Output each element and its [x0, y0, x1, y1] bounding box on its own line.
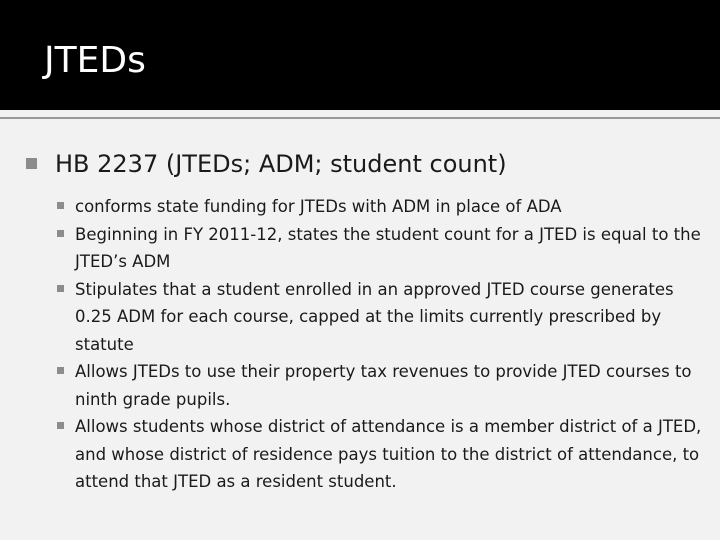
square-bullet-icon [57, 285, 64, 292]
sub-bullet-text: Stipulates that a student enrolled in an approved JTED course generates 0.25 ADM for each course, capped at the limits currently prescribed by statute [75, 279, 674, 354]
main-bullet-item [26, 146, 706, 182]
square-bullet-icon [26, 158, 37, 169]
sub-bullet-text: Beginning in FY 2011-12, states the student count for a JTED is equal to the JTED’s ADM [75, 224, 701, 271]
sub-bullet-text: Allows JTEDs to use their property tax revenues to provide JTED courses to ninth grade pupils. [75, 362, 692, 409]
sub-bullet-text: conforms state funding for JTEDs with ADM in place of ADA [75, 197, 562, 216]
main-bullet-text: HB 2237 (JTEDs; ADM; student count) [55, 150, 507, 178]
slide-title: JTEDs [44, 40, 146, 81]
square-bullet-icon [57, 202, 64, 209]
sub-bullet-item [57, 413, 717, 496]
sub-bullet-item [57, 193, 717, 221]
sub-bullet-item [57, 358, 717, 413]
square-bullet-icon [57, 367, 64, 374]
sub-bullet-text: Allows students whose district of attendance is a member district of a JTED, and whose district of residence pays tuition to the district of attendance, to attend that JTED as a resident student. [75, 417, 702, 491]
sub-bullet-item [57, 221, 717, 276]
square-bullet-icon [57, 230, 64, 237]
square-bullet-icon [57, 422, 64, 429]
sub-bullet-item [57, 276, 717, 359]
sub-bullet-list [57, 193, 717, 496]
